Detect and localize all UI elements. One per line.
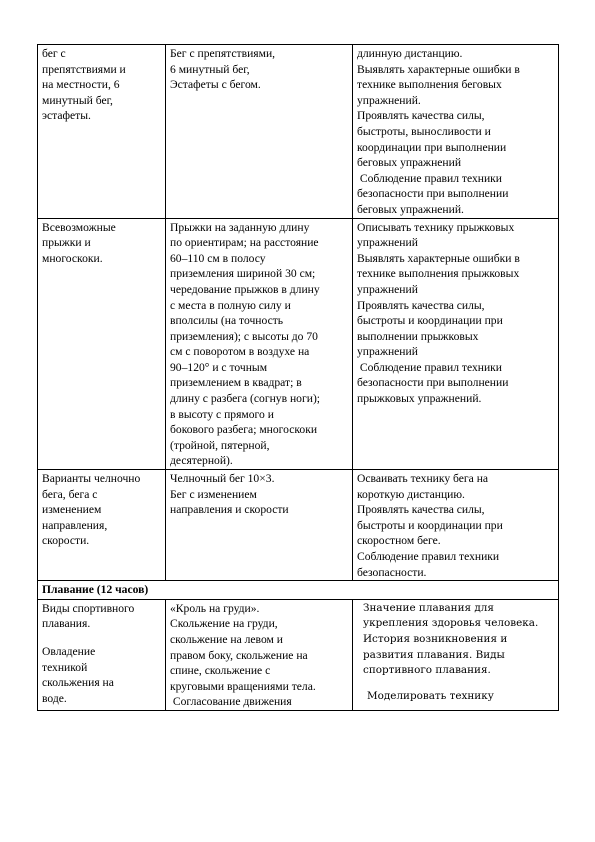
cell-text-line: Овладение (42, 644, 96, 658)
cell-text-line: Осваивать технику бега на (357, 472, 489, 486)
topic-cell (38, 218, 166, 470)
topic-cell (38, 599, 166, 710)
cell-text-line: эстафеты. (42, 109, 91, 123)
cell-text-line: Бег с изменением (170, 487, 257, 501)
cell-text-line: Соблюдение правил техники (357, 360, 503, 374)
cell-text-line: упражнений (357, 345, 418, 359)
content-cell (166, 599, 353, 710)
table-row (38, 599, 559, 710)
cell-text-line: скорости. (42, 534, 90, 548)
spacer (42, 632, 161, 644)
cell-text-line: скольжения на (42, 676, 114, 690)
cell-text-line: бег с (42, 47, 66, 60)
curriculum-table (37, 44, 559, 711)
cell-text-line: длинную дистанцию. (357, 47, 463, 60)
cell-text-line: Выявлять характерные ошибки в (357, 62, 520, 76)
cell-text-line: развития плавания. Виды (363, 648, 505, 661)
content-cell (166, 470, 353, 581)
document-page (37, 44, 558, 711)
cell-text-line: (тройной, пятерной, (170, 438, 270, 452)
cell-text-line: прыжки и (42, 236, 91, 250)
cell-text-line: История возникновения и (363, 632, 508, 645)
cell-text-line: 6 минутный бег, (170, 62, 250, 76)
cell-text-line: упражнений (357, 282, 418, 296)
cell-text-line: Скольжение на груди, (170, 617, 278, 631)
cell-text-line: правом боку, скольжение на (170, 648, 308, 662)
cell-text-line: быстроты и координации при (357, 518, 503, 532)
cell-text-line: Проявлять качества силы, (357, 503, 485, 517)
cell-text-line: быстроты и координации при (357, 314, 503, 328)
cell-text-line: быстроты, выносливости и (357, 124, 491, 138)
cell-text-line: укрепления здоровья человека. (363, 617, 539, 630)
cell-text-line: плавания. (42, 617, 91, 631)
cell-text-line: спортивного плавания. (363, 664, 491, 677)
cell-text-line: см с поворотом в воздухе на (170, 345, 310, 359)
cell-text-line: направления, (42, 518, 108, 532)
cell-text-line: техникой (42, 660, 88, 674)
cell-text-line: Бег с препятствиями, (170, 47, 276, 60)
activity-cell (353, 45, 559, 219)
cell-text-line: приземления); с высоты до 70 (170, 329, 318, 343)
cell-text-line: технике выполнения беговых (357, 78, 502, 92)
cell-text-line: многоскоки. (42, 251, 103, 265)
section-title (38, 581, 559, 600)
cell-text-line: приземлением в квадрат; в (170, 376, 302, 390)
cell-text-line: технике выполнения прыжковых (357, 267, 520, 281)
cell-text-line: Соблюдение правил техники (357, 550, 500, 563)
cell-text-line: спине, скольжение с (170, 664, 271, 678)
cell-text-line: короткую дистанцию. (357, 487, 465, 501)
cell-text-line: направления и скорости (170, 503, 289, 517)
cell-text-line: Эстафеты с бегом. (170, 78, 261, 92)
table-body (38, 45, 559, 711)
section-title-text: Плавание (12 часов) (42, 583, 149, 597)
cell-text-line: круговыми вращениями тела. (170, 679, 316, 693)
cell-text-line: безопасности при выполнении (357, 187, 509, 201)
cell-text-line: беговых упражнений. (357, 202, 464, 216)
topic-cell (38, 45, 166, 219)
cell-text-line: вполсилы (на точность (170, 314, 284, 328)
cell-text-line: скоростном беге. (357, 534, 441, 548)
cell-text-line: с места в полную силу и (170, 298, 291, 312)
content-cell (166, 218, 353, 470)
cell-text-line: скольжение на левом и (170, 632, 283, 646)
cell-text-line: беговых упражнений (357, 156, 462, 170)
table-row (38, 470, 559, 581)
topic-cell (38, 470, 166, 581)
cell-text-line: бега, бега с (42, 487, 98, 501)
cell-text-line: «Кроль на груди». (170, 601, 260, 615)
cell-text-line: Описывать технику прыжковых (357, 220, 515, 234)
cell-text-line: Проявлять качества силы, (357, 109, 485, 123)
spacer (363, 679, 554, 689)
cell-text-line: Согласование движения (170, 695, 292, 709)
cell-text-line: 90–120° и с точным (170, 360, 268, 374)
cell-text-line: Моделировать технику (367, 689, 494, 702)
cell-text-line: в высоту с прямого и (170, 407, 274, 421)
cell-text-line: Всевозможные (42, 220, 116, 234)
cell-text-line: препятствиями и (42, 62, 126, 76)
cell-text-line: чередование прыжков в длину (170, 282, 320, 296)
cell-text-line: минутный бег, (42, 93, 113, 107)
cell-text-line: Виды спортивного (42, 601, 135, 615)
cell-text-line: приземления шириной 30 см; (170, 267, 316, 281)
cell-text-line: координации при выполнении (357, 140, 507, 154)
content-cell (166, 45, 353, 219)
cell-text-line: воде. (42, 691, 67, 705)
cell-text-line: Значение плавания для (363, 601, 494, 614)
section-header-row (38, 581, 559, 600)
table-row (38, 45, 559, 219)
cell-text-line: упражнений (357, 236, 418, 250)
cell-text-line: по ориентирам; на расстояние (170, 236, 319, 250)
cell-text-line: прыжковых упражнений. (357, 392, 482, 406)
table-row (38, 218, 559, 470)
cell-text-line: длину с разбега (согнув ноги); (170, 392, 321, 406)
activity-cell (353, 599, 559, 710)
cell-text-line: выполнении прыжковых (357, 329, 479, 343)
cell-text-line: Выявлять характерные ошибки в (357, 251, 520, 265)
cell-text-line: Варианты челночно (42, 472, 141, 486)
cell-text-line: безопасности при выполнении (357, 376, 509, 390)
cell-text-line: 60–110 см в полосу (170, 251, 266, 265)
cell-text-line: Прыжки на заданную длину (170, 220, 310, 234)
cell-text-line: упражнений. (357, 93, 421, 107)
activity-cell (353, 470, 559, 581)
cell-text-line: десятерной). (170, 454, 233, 468)
cell-text-line: Соблюдение правил техники (357, 171, 503, 185)
cell-text-line: на местности, 6 (42, 78, 120, 92)
cell-text-line: Проявлять качества силы, (357, 298, 485, 312)
cell-text-line: бокового разбега; многоскоки (170, 423, 318, 437)
cell-text-line: безопасности. (357, 565, 427, 579)
cell-text-line: изменением (42, 503, 102, 517)
activity-cell (353, 218, 559, 470)
cell-text-line: Челночный бег 10×3. (170, 472, 275, 486)
